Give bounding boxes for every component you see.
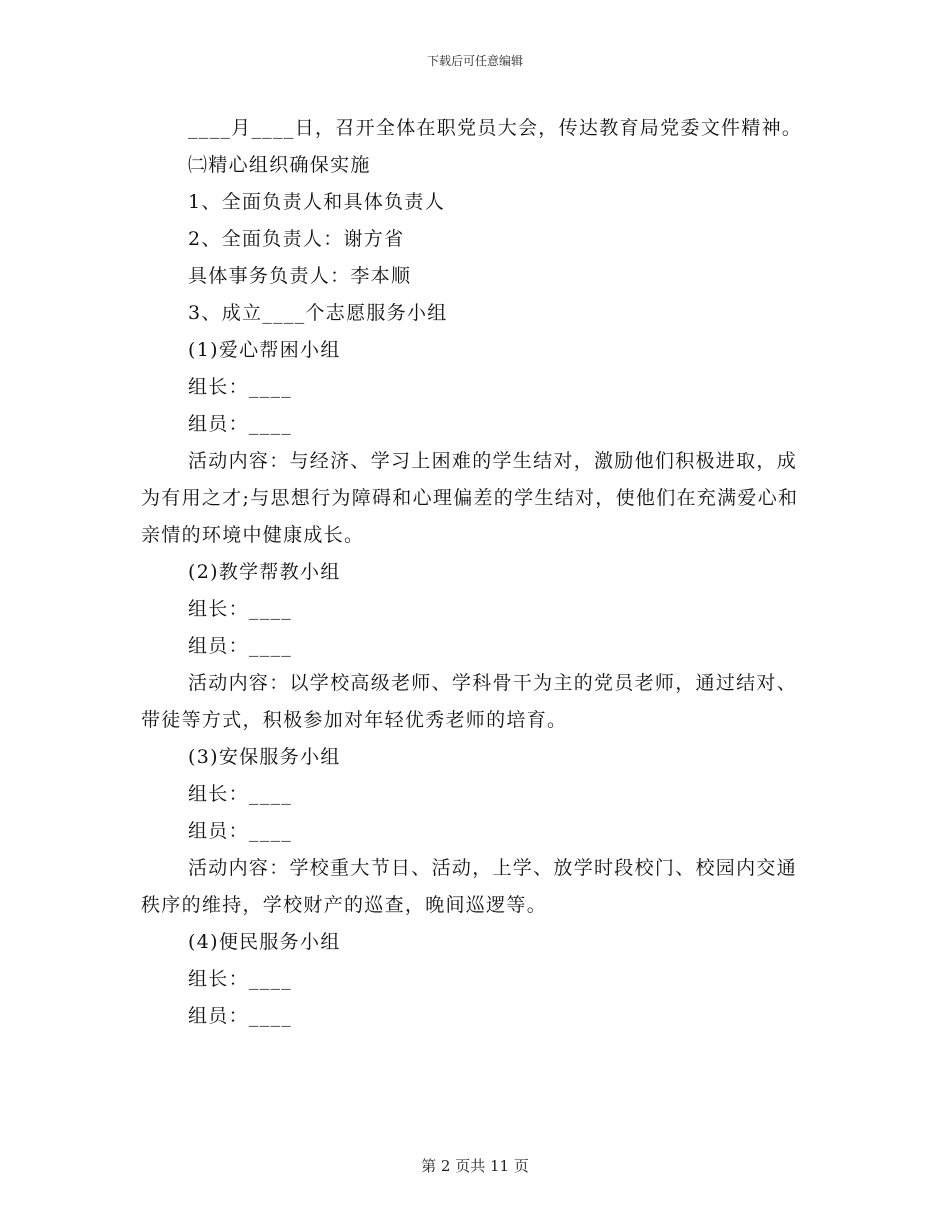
group-3-title: (3)安保服务小组	[188, 746, 341, 768]
group-2-title: (2)教学帮教小组	[188, 561, 341, 583]
group-4-members: 组员：____	[188, 1005, 293, 1027]
group-4-leader: 组长：____	[188, 968, 293, 990]
item-3-heading: 3、成立____个志愿服务小组	[188, 302, 448, 324]
group-2-members: 组员：____	[188, 635, 293, 657]
group-1-title: (1)爱心帮困小组	[188, 339, 341, 361]
group-2-activity: 活动内容：以学校高级老师、学科骨干为主的党员老师，通过结对、带徒等方式，积极参加对年轻优秀老师的培育。	[141, 672, 798, 731]
specific-leader: 具体事务负责人：李本顺	[188, 265, 412, 287]
group-2-leader: 组长：____	[188, 598, 293, 620]
page-header-note: 下载后可任意编辑	[426, 54, 523, 68]
group-4-title: (4)便民服务小组	[188, 931, 341, 953]
group-3-leader: 组长：____	[188, 783, 293, 805]
page-number-footer: 第 2 页共 11 页	[421, 1157, 529, 1175]
item-1-heading: 1、全面负责人和具体负责人	[188, 191, 445, 213]
document-body	[141, 110, 805, 1035]
group-3-activity: 活动内容：学校重大节日、活动，上学、放学时段校门、校园内交通秩序的维持，学校财产的巡查，晚间巡逻等。	[141, 857, 798, 916]
group-1-leader: 组长：____	[188, 376, 293, 398]
group-3-members: 组员：____	[188, 820, 293, 842]
item-2-overall-leader: 2、全面负责人：谢方省	[188, 228, 405, 250]
group-1-activity: 活动内容：与经济、学习上困难的学生结对，激励他们积极进取，成为有用之才;与思想行为障碍和心理偏差的学生结对，使他们在充满爱心和亲情的环境中健康成长。	[141, 450, 799, 546]
paragraph-meeting: ____月____日，召开全体在职党员大会，传达教育局党委文件精神。	[188, 117, 803, 139]
section-heading-organize: ㈡精心组织确保实施	[188, 154, 371, 176]
group-1-members: 组员：____	[188, 413, 293, 435]
